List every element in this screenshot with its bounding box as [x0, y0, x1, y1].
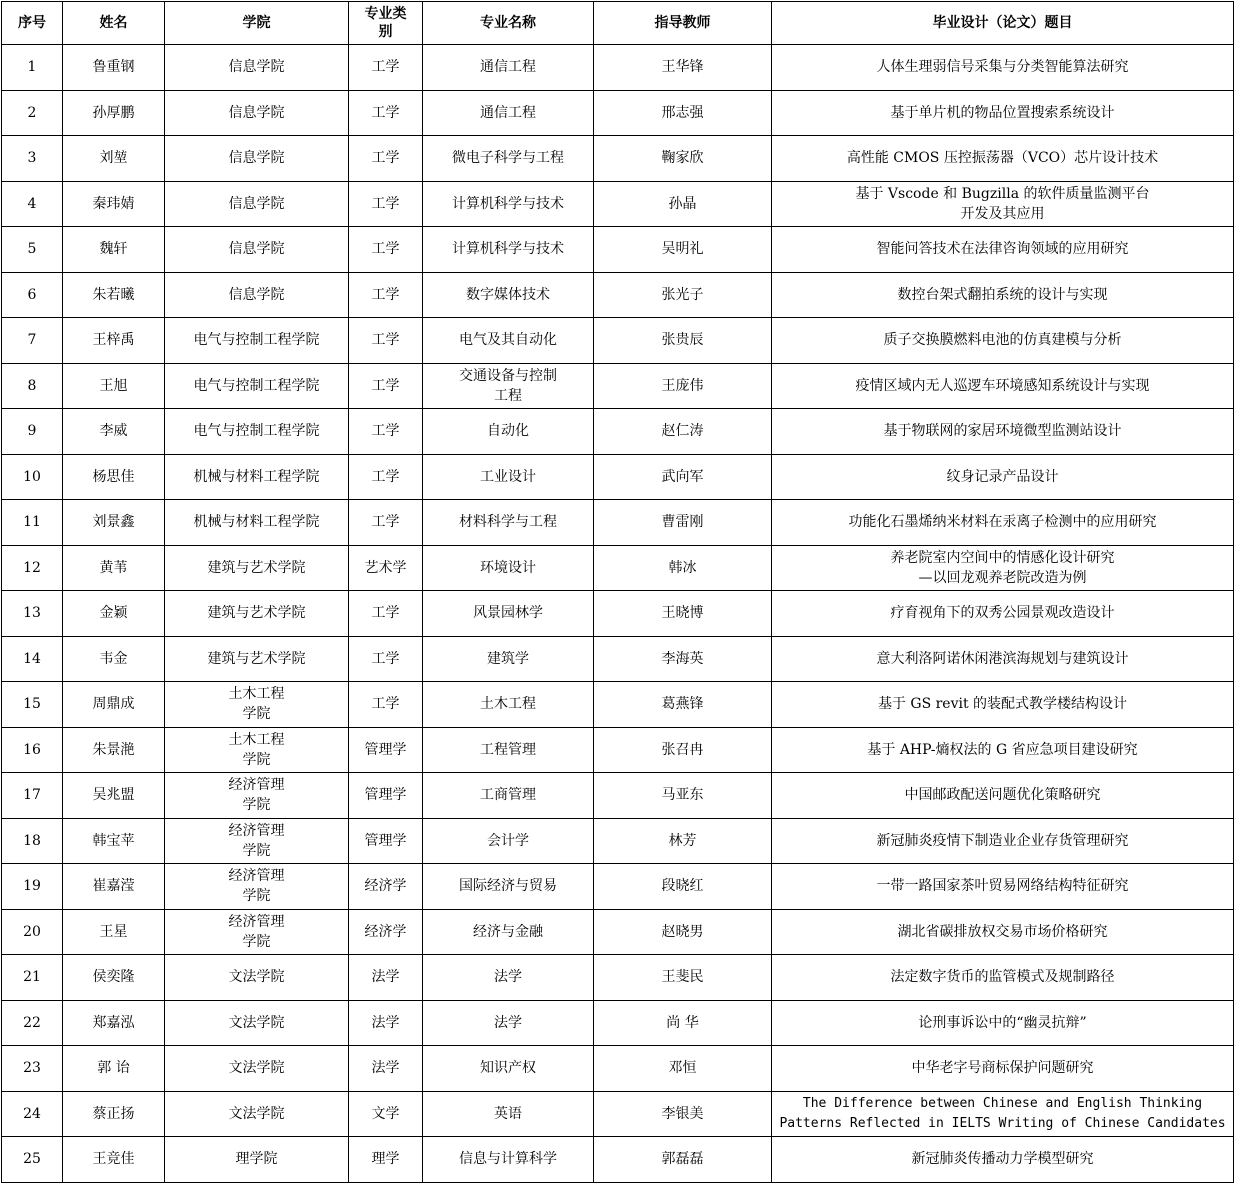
cell-index: 20 — [2, 909, 63, 955]
cell-advisor: 赵晓男 — [594, 909, 772, 955]
cell-college: 文法学院 — [165, 955, 349, 1001]
cell-college: 理学院 — [165, 1137, 349, 1183]
cell-major-category: 工学 — [349, 181, 423, 227]
table-row — [2, 454, 1234, 500]
cell-college: 机械与材料工程学院 — [165, 454, 349, 500]
cell-major-name: 电气及其自动化 — [423, 318, 594, 364]
cell-advisor: 张召冉 — [594, 727, 772, 773]
table-body — [2, 45, 1234, 1183]
cell-thesis-title: 疗育视角下的双秀公园景观改造设计 — [772, 591, 1234, 637]
table-row — [2, 1091, 1234, 1137]
cell-major-category: 法学 — [349, 1000, 423, 1046]
cell-thesis-title: 基于物联网的家居环境微型监测站设计 — [772, 409, 1234, 455]
cell-major-name: 微电子科学与工程 — [423, 136, 594, 182]
table-row — [2, 636, 1234, 682]
cell-major-name: 风景园林学 — [423, 591, 594, 637]
cell-name: 鲁重钢 — [63, 45, 165, 91]
cell-advisor: 邓恒 — [594, 1046, 772, 1092]
cell-major-name: 经济与金融 — [423, 909, 594, 955]
table-row — [2, 227, 1234, 273]
table-row — [2, 818, 1234, 864]
cell-index: 18 — [2, 818, 63, 864]
cell-thesis-title: 湖北省碳排放权交易市场价格研究 — [772, 909, 1234, 955]
cell-index: 25 — [2, 1137, 63, 1183]
cell-index: 8 — [2, 363, 63, 409]
cell-major-category: 工学 — [349, 227, 423, 273]
cell-major-category: 理学 — [349, 1137, 423, 1183]
cell-college: 经济管理 学院 — [165, 864, 349, 910]
cell-major-name: 知识产权 — [423, 1046, 594, 1092]
cell-college: 土木工程 学院 — [165, 727, 349, 773]
cell-thesis-title: 智能问答技术在法律咨询领域的应用研究 — [772, 227, 1234, 273]
cell-major-category: 工学 — [349, 500, 423, 546]
cell-name: 金颖 — [63, 591, 165, 637]
cell-advisor: 李银美 — [594, 1091, 772, 1137]
cell-major-name: 环境设计 — [423, 545, 594, 591]
cell-major-name: 通信工程 — [423, 45, 594, 91]
cell-index: 13 — [2, 591, 63, 637]
cell-index: 3 — [2, 136, 63, 182]
cell-index: 14 — [2, 636, 63, 682]
cell-index: 10 — [2, 454, 63, 500]
cell-major-name: 计算机科学与技术 — [423, 227, 594, 273]
header-thesis-title: 毕业设计（论文）题目 — [772, 2, 1234, 45]
cell-name: 崔嘉滢 — [63, 864, 165, 910]
cell-major-name: 法学 — [423, 1000, 594, 1046]
cell-thesis-title: 基于 AHP-熵权法的 G 省应急项目建设研究 — [772, 727, 1234, 773]
cell-advisor: 鞠家欣 — [594, 136, 772, 182]
cell-major-category: 工学 — [349, 409, 423, 455]
cell-college: 建筑与艺术学院 — [165, 636, 349, 682]
cell-major-category: 管理学 — [349, 818, 423, 864]
cell-index: 22 — [2, 1000, 63, 1046]
cell-name: 王旭 — [63, 363, 165, 409]
cell-advisor: 王斐民 — [594, 955, 772, 1001]
cell-index: 21 — [2, 955, 63, 1001]
header-name: 姓名 — [63, 2, 165, 45]
cell-thesis-title: 基于 GS revit 的装配式教学楼结构设计 — [772, 682, 1234, 728]
cell-thesis-title: 纹身记录产品设计 — [772, 454, 1234, 500]
cell-name: 韩宝苹 — [63, 818, 165, 864]
cell-thesis-title: 一带一路国家茶叶贸易网络结构特征研究 — [772, 864, 1234, 910]
cell-major-name: 工业设计 — [423, 454, 594, 500]
cell-advisor: 武向军 — [594, 454, 772, 500]
cell-college: 土木工程 学院 — [165, 682, 349, 728]
table-row — [2, 272, 1234, 318]
cell-major-name: 国际经济与贸易 — [423, 864, 594, 910]
cell-major-category: 工学 — [349, 318, 423, 364]
cell-name: 蔡正扬 — [63, 1091, 165, 1137]
cell-thesis-title: 养老院室内空间中的情感化设计研究 —以回龙观养老院改造为例 — [772, 545, 1234, 591]
cell-advisor: 孙晶 — [594, 181, 772, 227]
cell-college: 信息学院 — [165, 136, 349, 182]
cell-college: 信息学院 — [165, 181, 349, 227]
cell-name: 王星 — [63, 909, 165, 955]
cell-college: 经济管理 学院 — [165, 909, 349, 955]
cell-name: 郑嘉泓 — [63, 1000, 165, 1046]
table-row — [2, 545, 1234, 591]
cell-name: 韦金 — [63, 636, 165, 682]
header-row — [2, 2, 1234, 45]
cell-advisor: 李海英 — [594, 636, 772, 682]
table-row — [2, 727, 1234, 773]
cell-index: 4 — [2, 181, 63, 227]
cell-college: 文法学院 — [165, 1046, 349, 1092]
cell-major-category: 文学 — [349, 1091, 423, 1137]
cell-thesis-title: 质子交换膜燃料电池的仿真建模与分析 — [772, 318, 1234, 364]
cell-name: 吴兆盟 — [63, 773, 165, 819]
cell-name: 杨思佳 — [63, 454, 165, 500]
cell-index: 19 — [2, 864, 63, 910]
table-row — [2, 1046, 1234, 1092]
header-major-category: 专业类 别 — [349, 2, 423, 45]
cell-major-name: 工商管理 — [423, 773, 594, 819]
table-row — [2, 864, 1234, 910]
cell-thesis-title: 新冠肺炎传播动力学模型研究 — [772, 1137, 1234, 1183]
cell-college: 文法学院 — [165, 1000, 349, 1046]
cell-advisor: 张光子 — [594, 272, 772, 318]
cell-name: 朱若曦 — [63, 272, 165, 318]
table-row — [2, 682, 1234, 728]
cell-index: 17 — [2, 773, 63, 819]
cell-name: 王竞佳 — [63, 1137, 165, 1183]
cell-major-name: 建筑学 — [423, 636, 594, 682]
cell-index: 11 — [2, 500, 63, 546]
cell-advisor: 马亚东 — [594, 773, 772, 819]
cell-advisor: 张贵辰 — [594, 318, 772, 364]
cell-major-category: 工学 — [349, 136, 423, 182]
cell-thesis-title: 功能化石墨烯纳米材料在汞离子检测中的应用研究 — [772, 500, 1234, 546]
cell-major-category: 法学 — [349, 955, 423, 1001]
cell-name: 刘堃 — [63, 136, 165, 182]
cell-index: 2 — [2, 90, 63, 136]
cell-major-category: 工学 — [349, 90, 423, 136]
cell-advisor: 王华锋 — [594, 45, 772, 91]
cell-advisor: 赵仁涛 — [594, 409, 772, 455]
thesis-table — [1, 1, 1234, 1183]
header-advisor: 指导教师 — [594, 2, 772, 45]
cell-major-category: 工学 — [349, 591, 423, 637]
cell-major-category: 法学 — [349, 1046, 423, 1092]
cell-major-category: 工学 — [349, 454, 423, 500]
table-row — [2, 90, 1234, 136]
cell-college: 电气与控制工程学院 — [165, 409, 349, 455]
cell-college: 机械与材料工程学院 — [165, 500, 349, 546]
cell-major-name: 数字媒体技术 — [423, 272, 594, 318]
table-row — [2, 955, 1234, 1001]
cell-major-name: 自动化 — [423, 409, 594, 455]
cell-major-category: 工学 — [349, 636, 423, 682]
cell-name: 魏轩 — [63, 227, 165, 273]
cell-major-category: 工学 — [349, 363, 423, 409]
cell-major-name: 会计学 — [423, 818, 594, 864]
cell-major-name: 计算机科学与技术 — [423, 181, 594, 227]
cell-major-name: 法学 — [423, 955, 594, 1001]
cell-advisor: 林芳 — [594, 818, 772, 864]
cell-major-category: 艺术学 — [349, 545, 423, 591]
cell-name: 黄苇 — [63, 545, 165, 591]
cell-major-category: 工学 — [349, 45, 423, 91]
cell-thesis-title: The Difference between Chinese and English Thinking Patterns Reflected in IELTS Writing of Chinese Candidates — [772, 1091, 1234, 1137]
cell-index: 7 — [2, 318, 63, 364]
cell-thesis-title: 新冠肺炎疫情下制造业企业存货管理研究 — [772, 818, 1234, 864]
cell-name: 朱景滟 — [63, 727, 165, 773]
cell-name: 孙厚鹏 — [63, 90, 165, 136]
cell-index: 9 — [2, 409, 63, 455]
table-row — [2, 500, 1234, 546]
cell-thesis-title: 基于单片机的物品位置搜索系统设计 — [772, 90, 1234, 136]
cell-name: 周鼎成 — [63, 682, 165, 728]
cell-thesis-title: 中国邮政配送问题优化策略研究 — [772, 773, 1234, 819]
cell-name: 侯奕隆 — [63, 955, 165, 1001]
cell-college: 信息学院 — [165, 45, 349, 91]
cell-thesis-title: 疫情区域内无人巡逻车环境感知系统设计与实现 — [772, 363, 1234, 409]
cell-index: 5 — [2, 227, 63, 273]
cell-name: 刘景鑫 — [63, 500, 165, 546]
table-row — [2, 318, 1234, 364]
cell-name: 李威 — [63, 409, 165, 455]
cell-index: 24 — [2, 1091, 63, 1137]
cell-major-name: 信息与计算科学 — [423, 1137, 594, 1183]
cell-major-name: 材料科学与工程 — [423, 500, 594, 546]
cell-college: 建筑与艺术学院 — [165, 545, 349, 591]
cell-advisor: 葛燕锋 — [594, 682, 772, 728]
header-index: 序号 — [2, 2, 63, 45]
cell-major-name: 土木工程 — [423, 682, 594, 728]
cell-thesis-title: 论刑事诉讼中的“幽灵抗辩” — [772, 1000, 1234, 1046]
cell-major-category: 经济学 — [349, 864, 423, 910]
cell-college: 建筑与艺术学院 — [165, 591, 349, 637]
cell-name: 秦玮婧 — [63, 181, 165, 227]
cell-index: 6 — [2, 272, 63, 318]
cell-name: 王梓禹 — [63, 318, 165, 364]
header-major-name: 专业名称 — [423, 2, 594, 45]
cell-advisor: 郭磊磊 — [594, 1137, 772, 1183]
cell-thesis-title: 基于 Vscode 和 Bugzilla 的软件质量监测平台 开发及其应用 — [772, 181, 1234, 227]
table-row — [2, 1000, 1234, 1046]
cell-advisor: 王晓博 — [594, 591, 772, 637]
cell-thesis-title: 中华老字号商标保护问题研究 — [772, 1046, 1234, 1092]
table-row — [2, 136, 1234, 182]
cell-major-category: 管理学 — [349, 773, 423, 819]
cell-college: 信息学院 — [165, 90, 349, 136]
cell-advisor: 曹雷刚 — [594, 500, 772, 546]
cell-major-category: 工学 — [349, 272, 423, 318]
cell-major-category: 管理学 — [349, 727, 423, 773]
table-row — [2, 1137, 1234, 1183]
cell-major-name: 英语 — [423, 1091, 594, 1137]
table-row — [2, 363, 1234, 409]
cell-college: 信息学院 — [165, 227, 349, 273]
cell-thesis-title: 意大利洛阿诺休闲港滨海规划与建筑设计 — [772, 636, 1234, 682]
cell-advisor: 王庞伟 — [594, 363, 772, 409]
header-college: 学院 — [165, 2, 349, 45]
cell-thesis-title: 法定数字货币的监管模式及规制路径 — [772, 955, 1234, 1001]
cell-major-name: 通信工程 — [423, 90, 594, 136]
table-row — [2, 909, 1234, 955]
table-row — [2, 45, 1234, 91]
cell-major-category: 经济学 — [349, 909, 423, 955]
cell-college: 信息学院 — [165, 272, 349, 318]
cell-advisor: 尚 华 — [594, 1000, 772, 1046]
table-row — [2, 409, 1234, 455]
cell-college: 文法学院 — [165, 1091, 349, 1137]
cell-name: 郭 诒 — [63, 1046, 165, 1092]
cell-major-name: 交通设备与控制 工程 — [423, 363, 594, 409]
cell-major-name: 工程管理 — [423, 727, 594, 773]
table-row — [2, 591, 1234, 637]
cell-advisor: 韩冰 — [594, 545, 772, 591]
cell-advisor: 邢志强 — [594, 90, 772, 136]
cell-index: 1 — [2, 45, 63, 91]
cell-thesis-title: 人体生理弱信号采集与分类智能算法研究 — [772, 45, 1234, 91]
cell-college: 电气与控制工程学院 — [165, 318, 349, 364]
cell-advisor: 吴明礼 — [594, 227, 772, 273]
cell-index: 12 — [2, 545, 63, 591]
cell-advisor: 段晓红 — [594, 864, 772, 910]
cell-college: 经济管理 学院 — [165, 818, 349, 864]
cell-index: 15 — [2, 682, 63, 728]
table-row — [2, 181, 1234, 227]
cell-college: 经济管理 学院 — [165, 773, 349, 819]
cell-thesis-title: 高性能 CMOS 压控振荡器（VCO）芯片设计技术 — [772, 136, 1234, 182]
cell-index: 23 — [2, 1046, 63, 1092]
table-row — [2, 773, 1234, 819]
cell-major-category: 工学 — [349, 682, 423, 728]
cell-college: 电气与控制工程学院 — [165, 363, 349, 409]
cell-thesis-title: 数控台架式翻拍系统的设计与实现 — [772, 272, 1234, 318]
cell-index: 16 — [2, 727, 63, 773]
